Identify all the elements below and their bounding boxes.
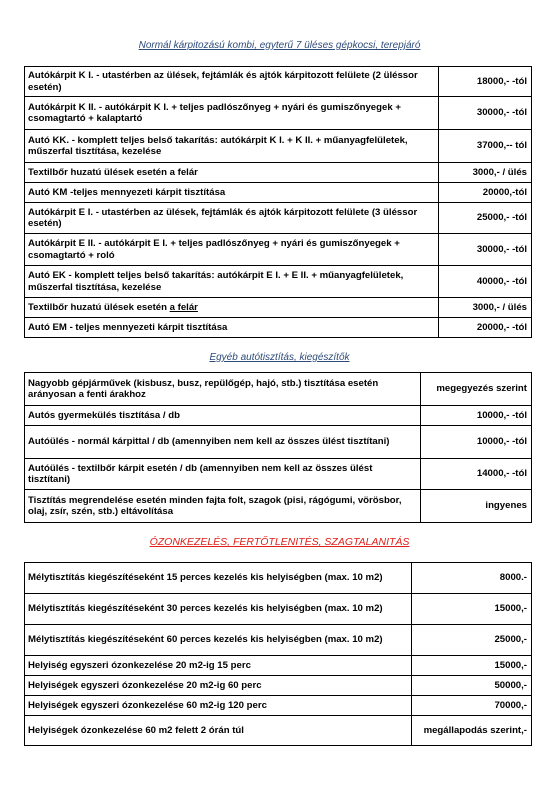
table-row (25, 373, 532, 406)
service-price: 70000,- (412, 696, 532, 716)
service-price: 3000,- / ülés (439, 298, 532, 318)
section-heading-kombi: Normál kárpitozású kombi, egyterű 7 üléses gépkocsi, terepjáró (138, 40, 421, 51)
service-price: 25000,- -tól (439, 203, 532, 234)
table-row (25, 625, 532, 656)
table-row (25, 716, 532, 746)
service-price: megegyezés szerint (421, 373, 532, 406)
service-price: 40000,- -tól (439, 266, 532, 298)
table-row (25, 656, 532, 676)
service-description: Autós gyermekülés tisztítása / db (25, 406, 421, 426)
table-row (25, 183, 532, 203)
service-price: 8000.- (412, 563, 532, 594)
service-price: 14000,- -tól (421, 459, 532, 490)
service-price: 30000,- -tól (439, 97, 532, 130)
table-row (25, 563, 532, 594)
service-description: Textilbőr huzatú ülések esetén a felár (25, 298, 439, 318)
service-price: 25000,- (412, 625, 532, 656)
table-row (25, 67, 532, 97)
service-description: Autó KK. - komplett teljes belső takarítás: autókárpit K I. + K II. + műanyagfelületek, műszerfal tisztítása, kezelése (25, 130, 439, 163)
price-table-egyeb (24, 372, 532, 523)
service-price: 20000,- -tól (439, 318, 532, 338)
section-heading-egyeb: Egyéb autótisztítás, kiegészítők (209, 352, 350, 363)
service-price: 3000,- / ülés (439, 163, 532, 183)
service-description: Textilbőr huzatú ülések esetén a felár (25, 163, 439, 183)
service-description: Autóülés - textilbőr kárpit esetén / db (amennyiben nem kell az összes ülést tisztítani) (25, 459, 421, 490)
table-row (25, 234, 532, 266)
service-price: 15000,- (412, 594, 532, 625)
table-row (25, 594, 532, 625)
table-row (25, 490, 532, 523)
service-description: Mélytisztítás kiegészítéseként 60 perces kezelés kis helyiségben (max. 10 m2) (25, 625, 412, 656)
service-description: Autó KM -teljes mennyezeti kárpit tisztítása (25, 183, 439, 203)
table-row (25, 406, 532, 426)
service-description: Helyiségek ózonkezelése 60 m2 felett 2 órán túl (25, 716, 412, 746)
table-row (25, 97, 532, 130)
service-description: Autókárpit E II. - autókárpit E I. + teljes padlószőnyeg + nyári és gumiszőnyegek + csomagtartó + roló (25, 234, 439, 266)
service-description: Nagyobb gépjárművek (kisbusz, busz, repülőgép, hajó, stb.) tisztítása esetén arányosan a fenti árakhoz (25, 373, 421, 406)
service-price: 37000,-- tól (439, 130, 532, 163)
service-price: 20000,-tól (439, 183, 532, 203)
table-row (25, 203, 532, 234)
service-price: 18000,- -tól (439, 67, 532, 97)
service-price: ingyenes (421, 490, 532, 523)
service-description: Autó EK - komplett teljes belső takarítás: autókárpit E I. + E II. + műanyagfelületek, műszerfal tisztítása, kezelése (25, 266, 439, 298)
service-description: Tisztítás megrendelése esetén minden fajta folt, szagok (pisi, rágógumi, vörösbor, olaj, zsír, szén, stb.) eltávolítása (25, 490, 421, 523)
service-price: 15000,- (412, 656, 532, 676)
table-row (25, 130, 532, 163)
price-table-kombi (24, 66, 532, 338)
service-price: 30000,- -tól (439, 234, 532, 266)
table-row (25, 459, 532, 490)
service-description: Mélytisztítás kiegészítéseként 30 perces kezelés kis helyiségben (max. 10 m2) (25, 594, 412, 625)
service-price: megállapodás szerint,- (412, 716, 532, 746)
service-description: Helyiségek egyszeri ózonkezelése 60 m2-ig 120 perc (25, 696, 412, 716)
price-table-ozon (24, 562, 532, 746)
service-description: Autókárpit K I. - utastérben az ülések, fejtámlák és ajtók kárpitozott felülete (2 üléssor esetén) (25, 67, 439, 97)
table-row (25, 426, 532, 459)
service-description: Autókárpit K II. - autókárpit K I. + teljes padlószőnyeg + nyári és gumiszőnyegek + csomagtartó + kalaptartó (25, 97, 439, 130)
table-row (25, 298, 532, 318)
table-row (25, 318, 532, 338)
service-price: 10000,- -tól (421, 426, 532, 459)
service-price: 50000,- (412, 676, 532, 696)
service-price: 10000,- -tól (421, 406, 532, 426)
table-row (25, 676, 532, 696)
service-description: Helyiségek egyszeri ózonkezelése 20 m2-ig 60 perc (25, 676, 412, 696)
service-description: Helyiség egyszeri ózonkezelése 20 m2-ig 15 perc (25, 656, 412, 676)
table-row (25, 266, 532, 298)
service-description: Mélytisztítás kiegészítéseként 15 perces kezelés kis helyiségben (max. 10 m2) (25, 563, 412, 594)
service-description: Autóülés - normál kárpittal / db (amennyiben nem kell az összes ülést tisztítani) (25, 426, 421, 459)
table-row (25, 696, 532, 716)
table-row (25, 163, 532, 183)
service-description: Autókárpit E I. - utastérben az ülések, fejtámlák és ajtók kárpitozott felülete (3 üléssor esetén) (25, 203, 439, 234)
service-description: Autó EM - teljes mennyezeti kárpit tisztítása (25, 318, 439, 338)
section-heading-ozon: ÓZONKEZELÉS, FERTŐTLENITÉS, SZAGTALANITÁS (149, 536, 410, 548)
